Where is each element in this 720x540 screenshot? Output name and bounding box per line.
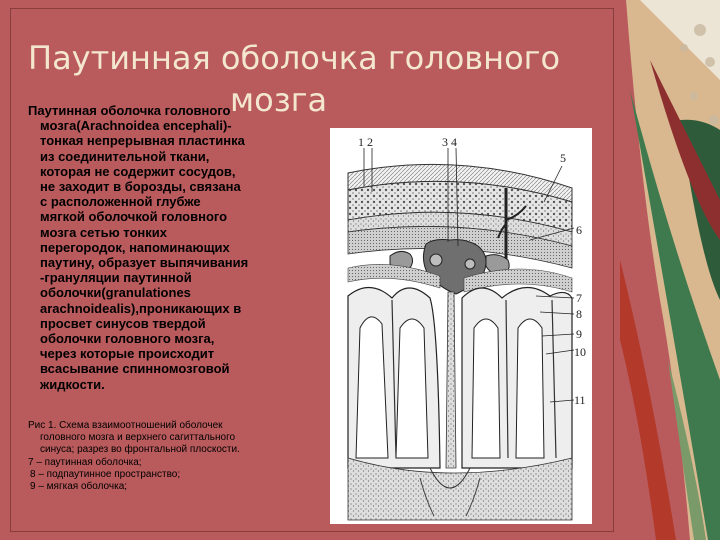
caption-line: 9 – мягкая оболочка; (30, 481, 128, 493)
description-paragraph (28, 103, 328, 392)
paragraph-line: из соединительной ткани, (40, 148, 210, 164)
paragraph-line: тонкая непрерывная пластинка (40, 133, 245, 149)
paragraph-line: не заходит в борозды, связана (40, 179, 241, 195)
label-3-4: 3 4 (442, 135, 457, 149)
paragraph-line: через которые происходит (40, 346, 215, 362)
caption-line: 7 – паутинная оболочка; (28, 456, 142, 468)
paragraph-line: перегородок, напоминающих (40, 239, 230, 255)
label-1-2: 1 2 (358, 135, 373, 149)
caption-line: головного мозга и верхнего сагиттального (40, 432, 236, 444)
paragraph-line: -грануляции паутинной (40, 270, 192, 286)
paragraph-line: с расположенной глубже (40, 194, 201, 210)
caption-line: 8 – подпаутинное пространство; (30, 468, 181, 480)
meninges-illustration (330, 128, 592, 524)
paragraph-line: Паутинная оболочка головного (28, 103, 231, 118)
paragraph-line: оболочки головного мозга, (40, 331, 215, 347)
paragraph-line: оболочки(granulationes (40, 285, 191, 301)
label-10: 10 (574, 345, 586, 359)
label-5: 5 (560, 151, 566, 165)
figure-caption (28, 420, 308, 493)
meninges-diagram (330, 128, 592, 524)
paragraph-line: которая не содержит сосудов, (40, 163, 236, 179)
paragraph-line: просвет синусов твердой (40, 315, 206, 331)
paragraph-line: мягкой оболочкой головного (40, 209, 228, 225)
label-11: 11 (574, 393, 586, 407)
paragraph-line: всасывание спинномозговой (40, 361, 230, 377)
paragraph-line: мозга сетью тонких (40, 224, 168, 240)
label-6: 6 (576, 223, 582, 237)
label-7: 7 (576, 291, 582, 305)
paragraph-line: arachnoidealis),проникающих в (40, 300, 242, 316)
label-8: 8 (576, 307, 582, 321)
title-line-1: Паутинная оболочка головного (28, 39, 561, 78)
label-9: 9 (576, 327, 582, 341)
caption-line: Рис 1. Схема взаимоотношений оболочек (28, 420, 223, 431)
title-line-2: мозга (230, 81, 328, 120)
paragraph-line: мозга(Arachnoidea encephali)- (40, 118, 232, 134)
paragraph-line: жидкости. (40, 376, 105, 392)
caption-line: синуса; разрез во фронтальной плоскости. (40, 444, 240, 456)
paragraph-line: паутину, образует выпячивания (40, 255, 249, 271)
decorative-border-ornament (620, 0, 720, 540)
